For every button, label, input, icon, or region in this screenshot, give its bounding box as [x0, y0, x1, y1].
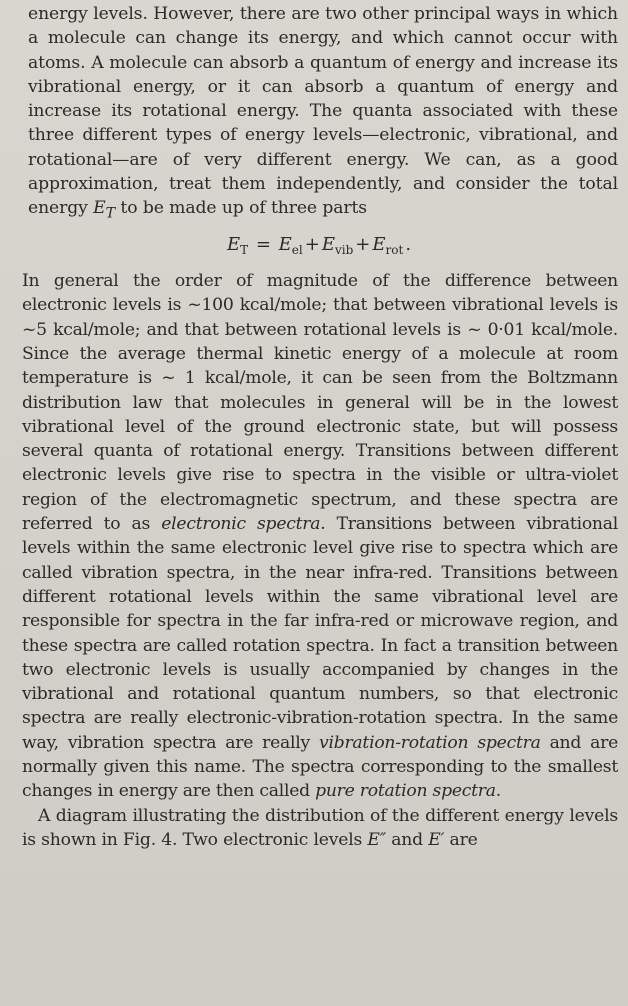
eq-term-rot: E	[372, 234, 386, 256]
para1-text-b: to be made up of three parts	[115, 198, 368, 219]
eq-equals: =	[250, 234, 277, 256]
eq-lhs: E	[226, 234, 241, 256]
eq-term-el: E	[278, 234, 292, 256]
para2-text-c: and are normally given this name. The spectra corresponding to the smallest changes in energy are then called	[22, 732, 619, 802]
eq-lhs-sub: T	[240, 243, 249, 258]
para3-text-b: are	[444, 829, 478, 850]
term-electronic-spectra: electronic spectra	[161, 514, 321, 535]
level-e-prime: E′	[428, 829, 445, 850]
eq-end: .	[405, 234, 412, 256]
para3-text-a: A diagram illustrating the distribution of the different energy levels is shown in Fig. 4. Two electronic levels	[22, 805, 618, 850]
eq-term-el-sub: el	[291, 243, 303, 258]
eq-plus-2: +	[355, 234, 371, 256]
para1-text-a: energy levels. However, there are two other principal ways in which a molecule can change its energy, and which cannot occur with atoms. A molecule can absorb a quantum of energy and increase its vibrational energy, or it can absorb a quantum of energy and increase its rotational energy. The quanta associated with these three different types of energy levels—electronic, vibrational, and rotational—are of very different energy. We can, as a good approximation, treat them independently, and consider the total energy	[28, 4, 618, 219]
total-energy-symbol: $E_T$	[93, 198, 116, 222]
paragraph-energy-types	[22, 2, 618, 226]
eq-term-vib: E	[321, 234, 335, 256]
total-energy-equation	[22, 232, 618, 263]
level-e-double-prime: E″	[367, 829, 386, 850]
paragraph-spectra-types	[22, 269, 618, 804]
eq-plus-1: +	[304, 234, 320, 256]
para2-text-b: . Transitions between vibrational levels within the same electronic level give rise to spectra which are called vibration spectra, in the near infra-red. Transitions between different rotational levels within the same vibrational level are responsible for spectra in the far infra-red or microwave region, and these spectra are called rotation spectra. In fact a transition between two electronic levels is usually accompanied by changes in the vibrational and rotational quantum numbers, so that electronic spectra are really electronic-vibration-rotation spectra. In the same way, vibration spectra are really	[22, 514, 618, 753]
paragraph-diagram-intro	[22, 804, 618, 853]
term-pure-rotation-spectra: pure rotation spectra	[315, 781, 496, 802]
eq-term-vib-sub: vib	[334, 243, 354, 258]
term-vibration-rotation-spectra: vibration-rotation spectra	[319, 732, 541, 753]
para2-text-d: .	[495, 781, 501, 802]
para3-and: and	[385, 829, 429, 850]
para2-text-a: In general the order of magnitude of the difference between electronic levels is ~100 kcal/mole; that between vibrational levels is ~5 kcal/mole; and that between rotational levels is ~ 0·01 kcal/mole. Since the average thermal kinetic energy of a molecule at room temperature is ~ 1 kcal/mole, it can be seen from the Boltzmann distribution law that molecules in general will be in the lowest vibrational level of the ground electronic state, but will possess several quanta of rotational energy. Transitions between different electronic levels give rise to spectra in the visible or ultra-violet region of the electromagnetic spectrum, and these spectra are referred to as	[22, 271, 618, 535]
eq-term-rot-sub: rot	[385, 243, 404, 258]
